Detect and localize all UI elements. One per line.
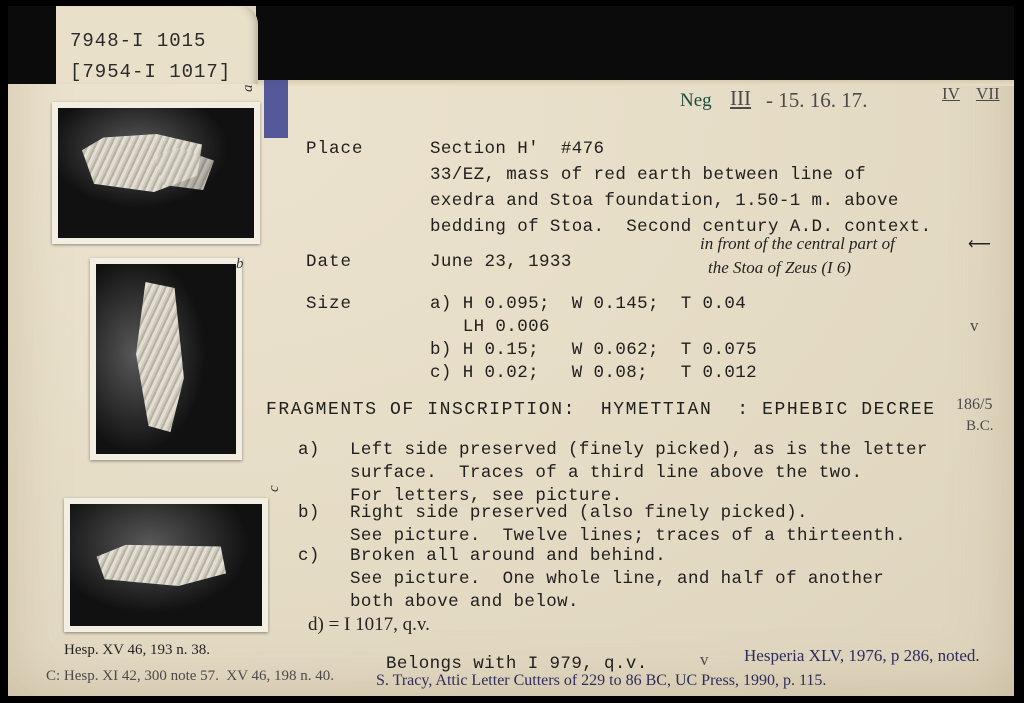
size-side-check-mark: v — [970, 316, 979, 335]
heading-side-note-date: 186/5 — [956, 396, 993, 413]
entry-b-line-1: Right side preserved (also finely picked). — [350, 503, 808, 523]
field-label-size: Size — [306, 294, 353, 314]
tab-inventory-number-primary: 7948-I 1015 — [70, 30, 207, 52]
negative-roman-numeral: III — [730, 86, 751, 110]
fragment-photo-a — [52, 102, 260, 244]
blue-marker-band — [264, 80, 288, 138]
photo-label-b: b — [236, 256, 244, 272]
corner-annotation-vii: VII — [976, 84, 1000, 103]
corner-annotation-iv: IV — [942, 84, 960, 103]
entry-c-line-1: Broken all around and behind. — [350, 546, 667, 566]
entry-d-handwriting: d) = I 1017, q.v. — [308, 614, 430, 635]
size-line-a: a) H 0.095; W 0.145; T 0.04 — [430, 294, 747, 314]
entry-a-line-1: Left side preserved (finely picked), as is the letter — [350, 440, 928, 460]
field-label-place: Place — [306, 139, 364, 159]
entry-b-key: b) — [298, 503, 320, 523]
catalog-card — [8, 6, 1014, 696]
size-line-c: c) H 0.02; W 0.08; T 0.012 — [430, 363, 758, 383]
footnote-hesperia-xlv: Hesperia XLV, 1976, p 286, noted. — [744, 646, 980, 665]
belongs-with-check-mark: v — [700, 650, 709, 669]
place-line-2: 33/EZ, mass of red earth between line of — [430, 165, 867, 185]
size-line-b: b) H 0.15; W 0.062; T 0.075 — [430, 340, 758, 360]
footnote-tracy: S. Tracy, Attic Letter Cutters of 229 to 86 BC, UC Press, 1990, p. 115. — [376, 672, 827, 689]
footnote-hesperia-xi: C: Hesp. XI 42, 300 note 57. XV 46, 198 n. 40. — [46, 668, 335, 684]
negative-numbers: - 15. 16. 17. — [766, 88, 868, 112]
entry-a-line-2: surface. Traces of a third line above the two. — [350, 463, 863, 483]
entry-b-line-2: See picture. Twelve lines; traces of a thirteenth. — [350, 526, 906, 546]
entry-a-key: a) — [298, 440, 320, 460]
tab-left-cut — [8, 6, 56, 84]
photo-label-c: c — [266, 485, 282, 492]
negative-note-label: Neg — [680, 90, 712, 111]
place-handwriting-line-2: the Stoa of Zeus (I 6) — [708, 258, 852, 277]
footnote-hesperia-xv: Hesp. XV 46, 193 n. 38. — [64, 642, 210, 658]
size-line-a2: LH 0.006 — [430, 317, 550, 337]
place-handwriting-line-1: in front of the central part of — [700, 234, 895, 253]
place-line-1: Section H' #476 — [430, 139, 605, 159]
place-handwriting-arrow-icon: ⟵ — [968, 236, 991, 253]
fragment-photo-b — [90, 258, 242, 460]
place-line-4: bedding of Stoa. Second century A.D. context. — [430, 217, 932, 237]
tab-inventory-number-secondary: [7954-I 1017] — [70, 61, 232, 83]
fragment-photo-c — [64, 498, 268, 632]
field-label-date: Date — [306, 252, 353, 272]
belongs-with-line: Belongs with I 979, q.v. — [386, 654, 648, 674]
date-value: June 23, 1933 — [430, 252, 572, 272]
heading-side-note-era: B.C. — [966, 418, 994, 434]
place-line-3: exedra and Stoa foundation, 1.50-1 m. above — [430, 191, 899, 211]
entry-c-line-2: See picture. One whole line, and half of another — [350, 569, 885, 589]
tab-right-cut — [256, 6, 1014, 84]
card-top-edge — [256, 80, 1014, 86]
entry-c-line-3: both above and below. — [350, 592, 579, 612]
photo-label-a: a — [240, 84, 256, 92]
entry-a-line-3: For letters, see picture. — [350, 486, 623, 506]
section-heading: FRAGMENTS OF INSCRIPTION: HYMETTIAN : EPHEBIC DECREE — [266, 400, 936, 420]
entry-c-key: c) — [298, 546, 320, 566]
